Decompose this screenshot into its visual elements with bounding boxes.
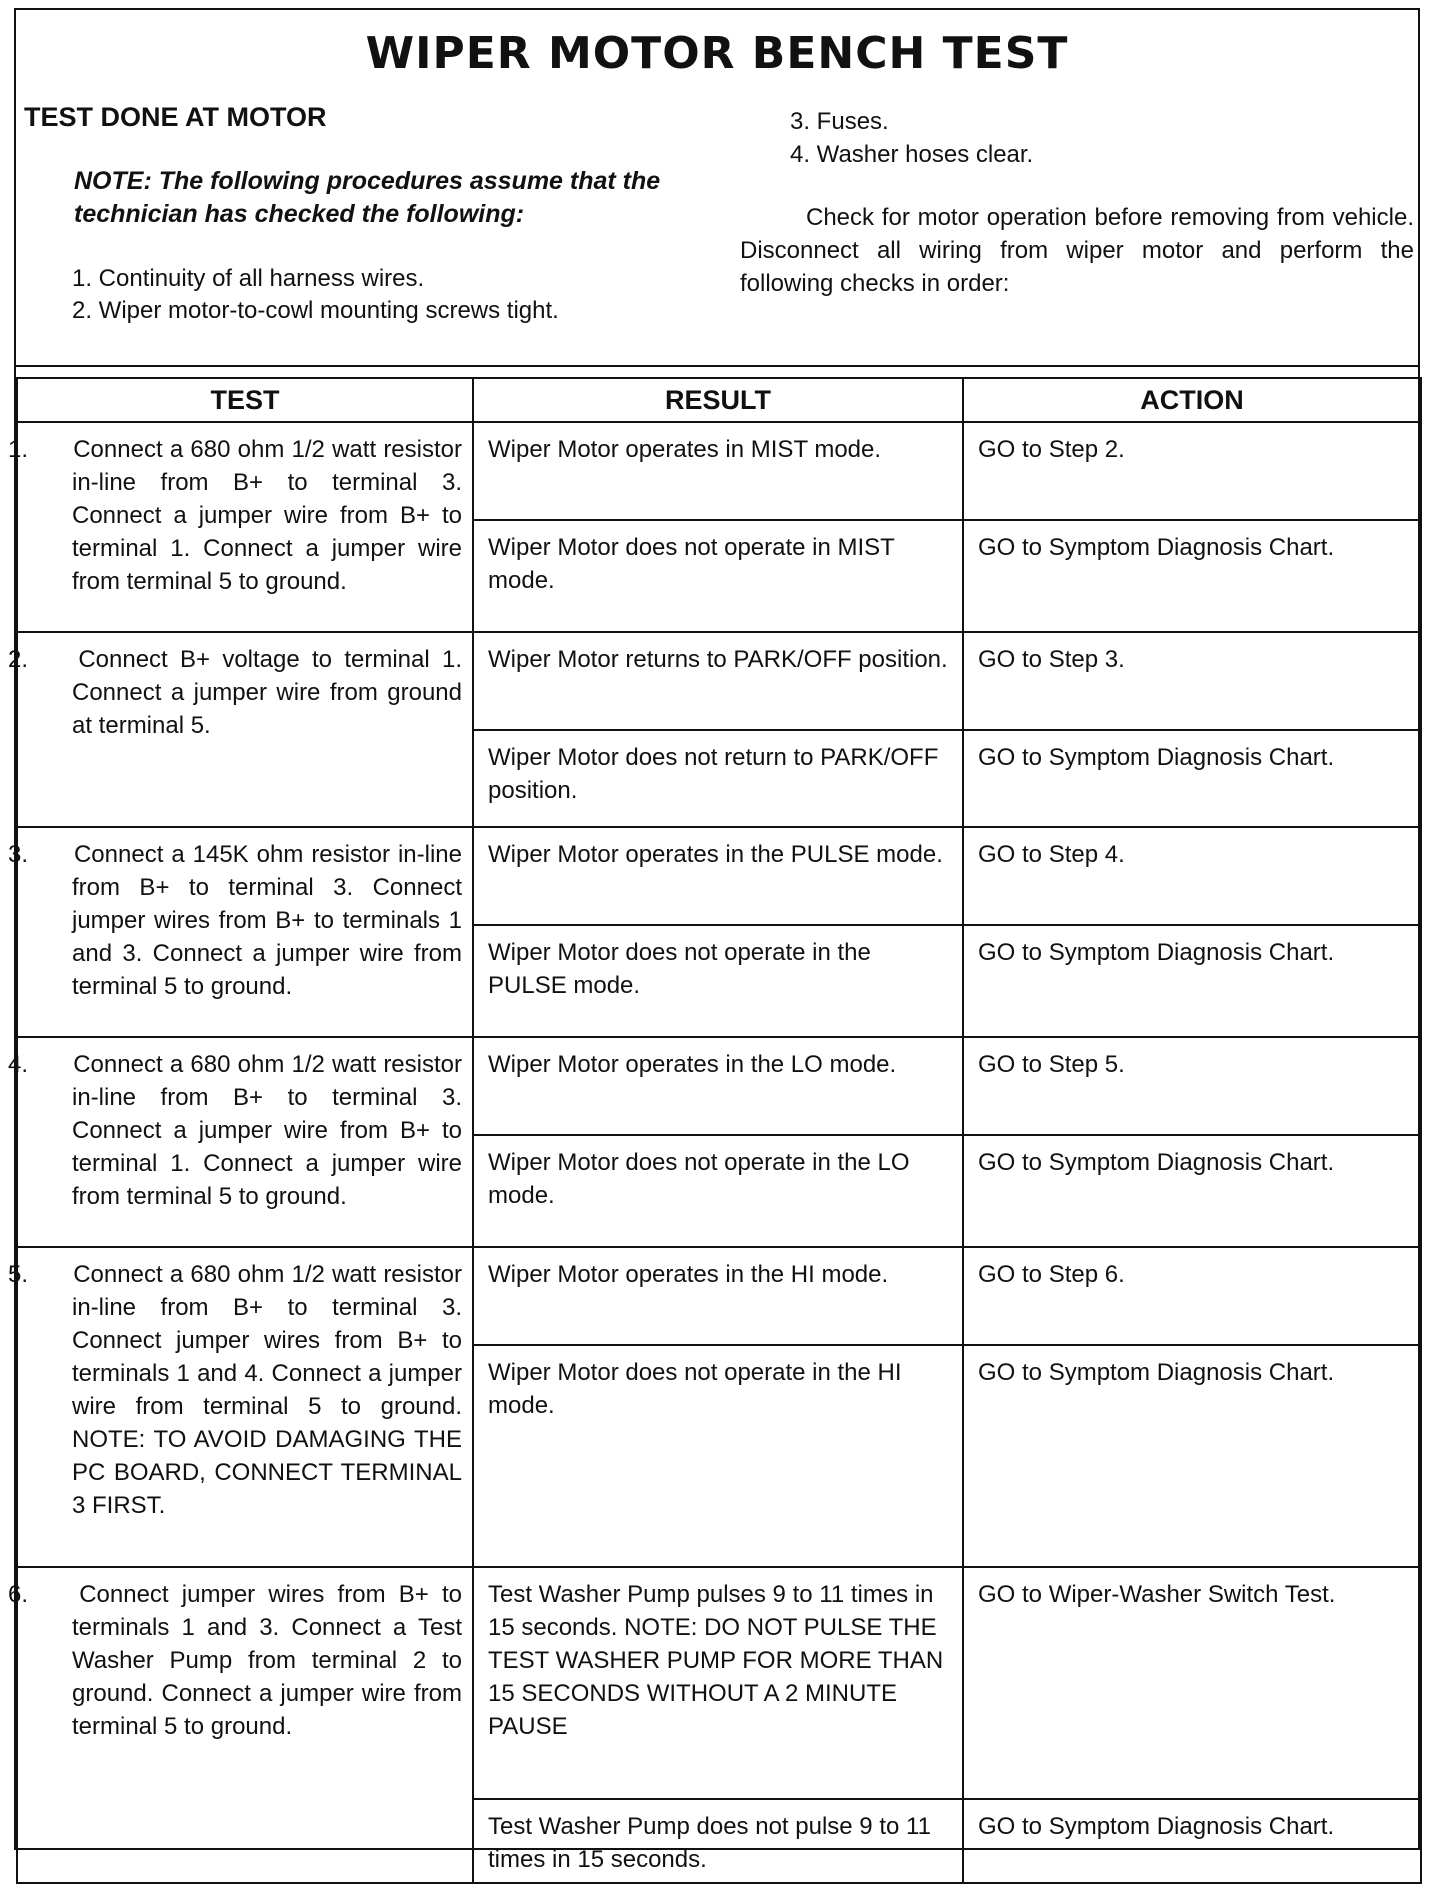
prerequisite-list (72, 263, 708, 327)
action-cell: GO to Symptom Diagnosis Chart. (963, 1799, 1421, 1883)
table-row (17, 1037, 1421, 1135)
test-cell (8, 632, 473, 827)
prerequisite-item: 1. Continuity of all harness wires. (72, 265, 425, 292)
page-title: WIPER MOTOR BENCH TEST (365, 28, 1069, 79)
step-number: 6. (8, 1581, 29, 1608)
column-header-action: ACTION (963, 378, 1421, 422)
prerequisite-list-continued (790, 105, 1414, 171)
table-row (17, 1567, 1421, 1799)
action-cell: GO to Symptom Diagnosis Chart. (963, 520, 1421, 632)
section-subhead: TEST DONE AT MOTOR (24, 102, 327, 132)
prerequisite-item: 3. Fuses. (790, 108, 889, 135)
result-cell: Wiper Motor operates in the PULSE mode. (473, 827, 963, 925)
test-cell (8, 1567, 473, 1883)
result-cell: Wiper Motor does not return to PARK/OFF position. (473, 730, 963, 827)
test-text: Connect a 680 ohm 1/2 watt resistor in-line from B+ to terminal 3. Connect a jumper wire from B+ to terminal 1. Connect a jumper wire from terminal 5 to ground. (72, 1051, 462, 1210)
document-frame (8, 8, 1420, 1873)
prerequisite-item: 2. Wiper motor-to-cowl mounting screws tight. (72, 297, 559, 324)
result-cell: Test Washer Pump pulses 9 to 11 times in 15 seconds. NOTE: DO NOT PULSE THE TEST WASHER PUMP FOR MORE THAN 15 SECONDS WITHOUT A 2 MINUTE PAUSE (473, 1567, 963, 1799)
result-cell: Test Washer Pump does not pulse 9 to 11 times in 15 seconds. (473, 1799, 963, 1883)
test-text: Connect B+ voltage to terminal 1. Connect a jumper wire from ground at terminal 5. (72, 646, 462, 739)
action-cell: GO to Symptom Diagnosis Chart. (963, 730, 1421, 827)
intro-left-column (18, 102, 708, 327)
result-cell: Wiper Motor returns to PARK/OFF position. (473, 632, 963, 730)
action-cell: GO to Step 6. (963, 1247, 1421, 1345)
test-cell (8, 422, 473, 632)
action-cell: GO to Symptom Diagnosis Chart. (963, 1135, 1421, 1247)
column-header-test: TEST (17, 378, 473, 422)
result-cell: Wiper Motor operates in the HI mode. (473, 1247, 963, 1345)
table-row (17, 422, 1421, 520)
test-text: Connect a 680 ohm 1/2 watt resistor in-line from B+ to terminal 3. Connect a jumper wire from B+ to terminal 1. Connect a jumper wire from terminal 5 to ground. (72, 436, 462, 595)
action-cell: GO to Symptom Diagnosis Chart. (963, 1345, 1421, 1567)
step-number: 1. (8, 436, 29, 463)
result-cell: Wiper Motor does not operate in the LO mode. (473, 1135, 963, 1247)
step-number: 4. (8, 1051, 29, 1078)
action-cell: GO to Step 2. (963, 422, 1421, 520)
result-cell: Wiper Motor operates in MIST mode. (473, 422, 963, 520)
instructions-paragraph: Check for motor operation before removing from vehicle. Disconnect all wiring from wiper motor and perform the following checks in order: (740, 204, 1414, 297)
table-row (17, 1247, 1421, 1345)
result-cell: Wiper Motor does not operate in the HI mode. (473, 1345, 963, 1567)
test-cell (8, 1037, 473, 1247)
action-cell: GO to Step 4. (963, 827, 1421, 925)
action-cell: GO to Step 3. (963, 632, 1421, 730)
step-number: 3. (8, 841, 29, 868)
prerequisite-item: 4. Washer hoses clear. (790, 141, 1034, 168)
table-row (17, 632, 1421, 730)
result-cell: Wiper Motor operates in the LO mode. (473, 1037, 963, 1135)
bench-test-table (8, 377, 1422, 1884)
test-cell (8, 1247, 473, 1567)
table-row (17, 827, 1421, 925)
action-cell: GO to Wiper-Washer Switch Test. (963, 1567, 1421, 1799)
result-cell: Wiper Motor does not operate in MIST mode. (473, 520, 963, 632)
prerequisite-note: NOTE: The following procedures assume that the technician has checked the following: (74, 167, 661, 228)
step-number: 2. (8, 646, 29, 673)
section-divider (16, 365, 1418, 367)
step-number: 5. (8, 1261, 29, 1288)
table-header-row (17, 378, 1421, 422)
column-header-result: RESULT (473, 378, 963, 422)
test-text: Connect jumper wires from B+ to terminals 1 and 3. Connect a Test Washer Pump from terminal 2 to ground. Connect a jumper wire from terminal 5 to ground. (72, 1581, 462, 1740)
test-cell (8, 827, 473, 1037)
result-cell: Wiper Motor does not operate in the PULSE mode. (473, 925, 963, 1037)
test-text: Connect a 680 ohm 1/2 watt resistor in-line from B+ to terminal 3. Connect jumper wires from B+ to terminals 1 and 4. Connect a jumper wire from terminal 5 to ground. NOTE: TO AVOID DAMAGING THE PC BOARD, CONNECT TERMINAL 3 FIRST. (72, 1261, 462, 1519)
action-cell: GO to Symptom Diagnosis Chart. (963, 925, 1421, 1037)
action-cell: GO to Step 5. (963, 1037, 1421, 1135)
intro-right-column (726, 105, 1414, 300)
test-text: Connect a 145K ohm resistor in-line from B+ to terminal 3. Connect jumper wires from B+ to terminals 1 and 3. Connect a jumper wire from terminal 5 to ground. (72, 841, 462, 1000)
